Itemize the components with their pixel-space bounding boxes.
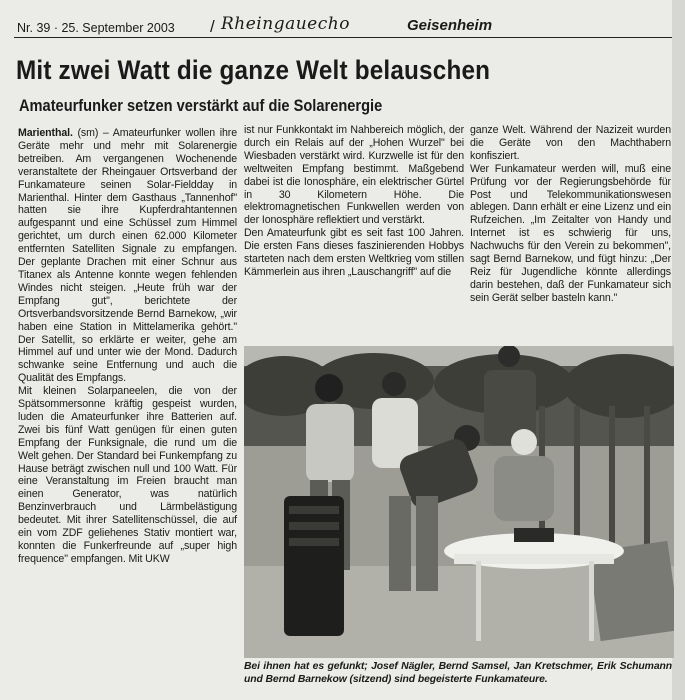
photo-caption: Bei ihnen hat es gefunkt; Josef Nägler, Bernd Samsel, Jan Kretschmer, Erik Schumann und Bernd Barnekow (sitzend) sind begeisterte Funkamateure.: [244, 661, 672, 685]
article-headline: Mit zwei Watt die ganze Welt belauschen: [16, 55, 491, 85]
text-column-1: [18, 127, 237, 566]
newspaper-name: Rheingauecho: [221, 14, 350, 34]
header-separator: /: [210, 17, 215, 36]
adjacent-article-bleed: [618, 58, 674, 88]
paragraph: Wer Funkamateur werden will, muß eine Prüfung vor der Regierungsbehörde für Post und Telekommunikationswesen ablegen. Dann erhält er eine Lizenz und ein Rufzeichen. „Im Zeitalter von Handy und Internet ist es schwierig für uns, Nachwuchs für den Verein zu bekommen", sagt Bernd Barnekow, und fügt hinzu: „Der Reiz für Jugendliche könnte allerdings darin bestehen, daß der Funkamateur sich sein Gerät selber basteln kann.": [470, 162, 671, 304]
article-subheadline: Amateurfunker setzen verstärkt auf die Solarenergie: [19, 96, 383, 115]
paragraph: ganze Welt. Während der Nazizeit wurden die Geräte von den Machthabern konfisziert.: [470, 124, 671, 162]
header-rule: [14, 37, 672, 38]
paragraph: (sm) – Amateurfunker wollen ihre Geräte mehr und mehr mit Solarenergie betreiben. Am vergangenen Wochenende veranstaltete der Rheingauer Ortsverband der Funkamateure seinen Solar-Fieldday in Marienthal. Hinter dem Gasthaus „Tannenhof" hatten sie ihre Kupferdrahtantennen aufgespannt und eine Schüssel zum Himmel gerichtet, um durch einen 62.000 Kilometer entfernten Satelliten Signale zu empfangen. Der geplante Drachen mit einer Schnur aus Titanex als Antenne konnte wegen fehlenden Windes nicht steigen. „Heute früh war der Empfang gut", berichtete der Ortsverbandsvorsitzende Bernd Barnekow, „wir haben eine Station in Mittelamerika gehört." Der Satellit, so erklärte er weiter, gehe am Himmel auf und unter wie der Mond. Dadurch schwanke seine Entfernung und auch die Qualität des Empfangs.: [18, 127, 237, 385]
paragraph: Den Amateurfunk gibt es seit fast 100 Jahren. Die ersten Fans dieses faszinierenden Hobbys starteten nach dem ersten Weltkrieg vom stillen Kämmerlein aus ihren „Lauschangriff" auf die: [244, 227, 464, 278]
paragraph: Mit kleinen Solarpaneelen, die von der Spätsommersonne kräftig gespeist wurden, luden die Amateurfunker ihre Batterien auf. Zwei bis fünf Watt genügen für einen guten Empfang der Funksignale, die rund um die Welt gehen. Der Standard bei Funkempfang zu Hause beträgt zwischen null und 100 Watt. Für eine Veranstaltung im Freien braucht man einen Generator, was natürlich Benzinverbrauch und Lärmbelästigung bedeutet. Mit ihrer Satellitenschüssel, die auf ein vom ZDF geliehenes Stativ montiert war, konnten die Funkerfreunde auf „super high frequence" empfangen. Mit UKW: [18, 385, 237, 565]
paragraph: ist nur Funkkontakt im Nahbereich möglich, der durch ein Relais auf der „Hohen Wurzel" bei Wiesbaden verstärkt wird. Kurzwelle ist für den weltweiten Empfang bestimmt. Maßgebend dabei ist die Ionosphäre, ein elektrischer Gürtel in 30 Kilometern Höhe. Die elektromagnetischen Funkwellen werden von der Ionosphäre reflektiert und verstärkt.: [244, 124, 464, 227]
section-town: Geisenheim: [407, 17, 493, 34]
text-column-2: [244, 124, 464, 279]
article-photo: [244, 346, 674, 658]
issue-date: Nr. 39 · 25. September 2003: [17, 21, 175, 35]
page-header: [14, 14, 672, 38]
text-column-3: [470, 124, 671, 305]
dateline: Marienthal.: [18, 127, 73, 139]
